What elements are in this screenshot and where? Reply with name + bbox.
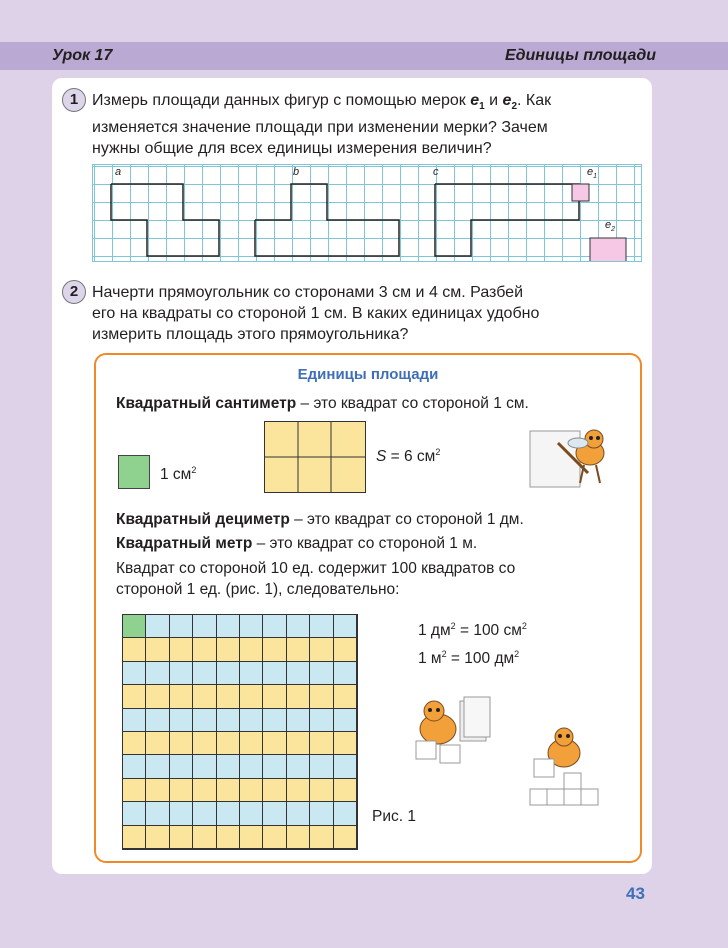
- rule-cm-definition: Квадратный сантиметр – это квадрат со стороной 1 см.: [116, 395, 529, 412]
- grid-cell: [193, 732, 216, 755]
- grid-cell: [123, 638, 146, 661]
- grid-cell: [123, 826, 146, 849]
- grid-cell: [240, 662, 263, 685]
- grid-cell: [170, 802, 193, 825]
- rectangle-6-squares: [264, 421, 366, 493]
- figure-b: [255, 184, 399, 256]
- grid-cell: [240, 732, 263, 755]
- lesson-number: Урок 17: [52, 47, 113, 64]
- grid-cell: [193, 615, 216, 638]
- grid-cell: [263, 638, 286, 661]
- grid-cell: [193, 779, 216, 802]
- grid-cell: [240, 755, 263, 778]
- grid-cell: [334, 826, 357, 849]
- grid-cell: [170, 662, 193, 685]
- grid-cell: [240, 685, 263, 708]
- grid-cell: [123, 709, 146, 732]
- grid-cell: [240, 709, 263, 732]
- grid-cell: [170, 779, 193, 802]
- grid-cell: [217, 615, 240, 638]
- bee-painter-illustration: [528, 423, 618, 493]
- grid-cell: [240, 779, 263, 802]
- hundred-squares-figure: [122, 614, 358, 850]
- bee-papers-illustration: [408, 695, 498, 765]
- grid-cell: [170, 755, 193, 778]
- equation-m-dm: 1 $м^2 = 100$ $дм^2$: [418, 649, 520, 668]
- grid-cell: [240, 638, 263, 661]
- grid-cell: [287, 755, 310, 778]
- task-2-text: [92, 282, 640, 345]
- grid-cell: [146, 732, 169, 755]
- rule-title: Единицы площади: [297, 366, 439, 383]
- grid-cell: [334, 638, 357, 661]
- grid-cell: [310, 709, 333, 732]
- unit-square-label: 1 $см^2$: [160, 465, 197, 484]
- rule-m-definition: Квадратный метр – это квадрат со стороной 1 м.: [116, 535, 478, 552]
- figure-c-label: c: [433, 166, 439, 178]
- grid-cell: [217, 732, 240, 755]
- grid-cell: [193, 709, 216, 732]
- grid-cell: [146, 638, 169, 661]
- grid-cell: [310, 826, 333, 849]
- grid-cell: [193, 826, 216, 849]
- grid-cell: [146, 662, 169, 685]
- task-1-text: [92, 90, 640, 159]
- unit-square-green: [118, 455, 150, 489]
- grid-cell: [287, 615, 310, 638]
- grid-cell: [193, 662, 216, 685]
- grid-cell: [263, 615, 286, 638]
- grid-cell: [287, 685, 310, 708]
- grid-cell: [334, 662, 357, 685]
- measure-e1-square: [572, 184, 589, 201]
- grid-cell: [123, 732, 146, 755]
- grid-cell: [217, 802, 240, 825]
- grid-cell: [287, 779, 310, 802]
- task-1-number: 1: [62, 88, 86, 112]
- figures-drawing: [93, 165, 641, 261]
- figure-caption: Рис. 1: [372, 808, 416, 825]
- grid-cell: [170, 615, 193, 638]
- grid-cell: [217, 685, 240, 708]
- grid-cell: [334, 732, 357, 755]
- measure-e1-label: $e_1$: [587, 166, 598, 181]
- grid-cell: [193, 638, 216, 661]
- grid-cell: [170, 826, 193, 849]
- task-2-line-3: измерить площадь этого прямоугольника?: [92, 326, 409, 343]
- rule-paragraph-line-1: Квадрат со стороной 10 ед. содержит 100 квадратов со: [116, 560, 516, 577]
- figure-c: [435, 184, 579, 256]
- grid-cell: [217, 755, 240, 778]
- rectangle-area-label: S = 6 $см^2$: [376, 447, 441, 466]
- figure-a-label: a: [115, 166, 122, 178]
- grid-cell: [123, 755, 146, 778]
- grid-cell: [170, 732, 193, 755]
- lesson-topic: Единицы площади: [504, 47, 656, 64]
- page-number: 43: [626, 884, 645, 903]
- grid-cell: [263, 732, 286, 755]
- grid-cell: [310, 802, 333, 825]
- grid-cell: [334, 709, 357, 732]
- rule-box: [94, 353, 642, 863]
- grid-cell: [170, 709, 193, 732]
- grid-cell: [146, 685, 169, 708]
- grid-cell: [170, 638, 193, 661]
- grid-cell: [263, 826, 286, 849]
- grid-cell: [310, 732, 333, 755]
- grid-cell: [217, 709, 240, 732]
- grid-cell: [240, 615, 263, 638]
- grid-cell: [287, 709, 310, 732]
- figure-b-label: b: [293, 166, 300, 178]
- lesson-header: [0, 42, 728, 70]
- grid-cell: [193, 685, 216, 708]
- task-1-line-3: нужны общие для всех единицы измерения величин?: [92, 140, 492, 158]
- task-1-line-2: изменяется значение площади при изменении мерки? Зачем: [92, 119, 548, 137]
- grid-cell: [193, 802, 216, 825]
- grid-cell: [240, 802, 263, 825]
- grid-cell: [123, 802, 146, 825]
- grid-cell: [310, 615, 333, 638]
- grid-cell: [263, 685, 286, 708]
- figure-a: [111, 184, 219, 256]
- grid-cell: [146, 615, 169, 638]
- grid-cell: [146, 755, 169, 778]
- grid-cell: [123, 662, 146, 685]
- task-2-line-2: его на квадраты со стороной 1 см. В каких единицах удобно: [92, 305, 540, 322]
- grid-cell: [146, 826, 169, 849]
- grid-cell: [217, 779, 240, 802]
- grid-cell: [287, 802, 310, 825]
- grid-cell: [263, 662, 286, 685]
- grid-cell: [287, 662, 310, 685]
- grid-cell: [240, 826, 263, 849]
- task-1-line-1: Измерь площади данных фигур с помощью мерок $e_1$ и $e_2$. Как: [92, 92, 552, 113]
- measure-e2-label: $e_2$: [605, 219, 616, 234]
- grid-cell: [217, 826, 240, 849]
- grid-cell: [263, 755, 286, 778]
- grid-cell: [334, 755, 357, 778]
- grid-cell: [310, 779, 333, 802]
- grid-cell: [217, 662, 240, 685]
- figures-grid: [92, 164, 642, 262]
- grid-cell: [334, 779, 357, 802]
- rule-dm-definition: Квадратный дециметр – это квадрат со стороной 1 дм.: [116, 511, 524, 528]
- grid-cell: [146, 802, 169, 825]
- grid-cell: [170, 685, 193, 708]
- grid-cell: [310, 662, 333, 685]
- grid-cell: [263, 779, 286, 802]
- grid-cell: [310, 685, 333, 708]
- grid-cell: [334, 802, 357, 825]
- task-2-line-1: Начерти прямоугольник со сторонами 3 см и 4 см. Разбей: [92, 284, 524, 301]
- grid-cell: [123, 685, 146, 708]
- grid-cell: [287, 638, 310, 661]
- grid-cell: [334, 685, 357, 708]
- grid-cell: [193, 755, 216, 778]
- grid-cell: [263, 802, 286, 825]
- grid-cell: [287, 732, 310, 755]
- grid-cell: [263, 709, 286, 732]
- grid-cell: [287, 826, 310, 849]
- grid-cell: [310, 755, 333, 778]
- equation-dm-cm: 1 $дм^2 = 100$ $см^2$: [418, 621, 527, 640]
- grid-cell: [310, 638, 333, 661]
- rule-paragraph-line-2: стороной 1 ед. (рис. 1), следовательно:: [116, 581, 400, 598]
- bee-blocks-illustration: [524, 723, 604, 813]
- grid-cell: [217, 638, 240, 661]
- measure-e2-square: [590, 238, 626, 261]
- grid-cell: [146, 779, 169, 802]
- grid-cell: [123, 779, 146, 802]
- grid-cell: [334, 615, 357, 638]
- task-2-number: 2: [62, 280, 86, 304]
- grid-cell: [123, 615, 146, 638]
- grid-cell: [146, 709, 169, 732]
